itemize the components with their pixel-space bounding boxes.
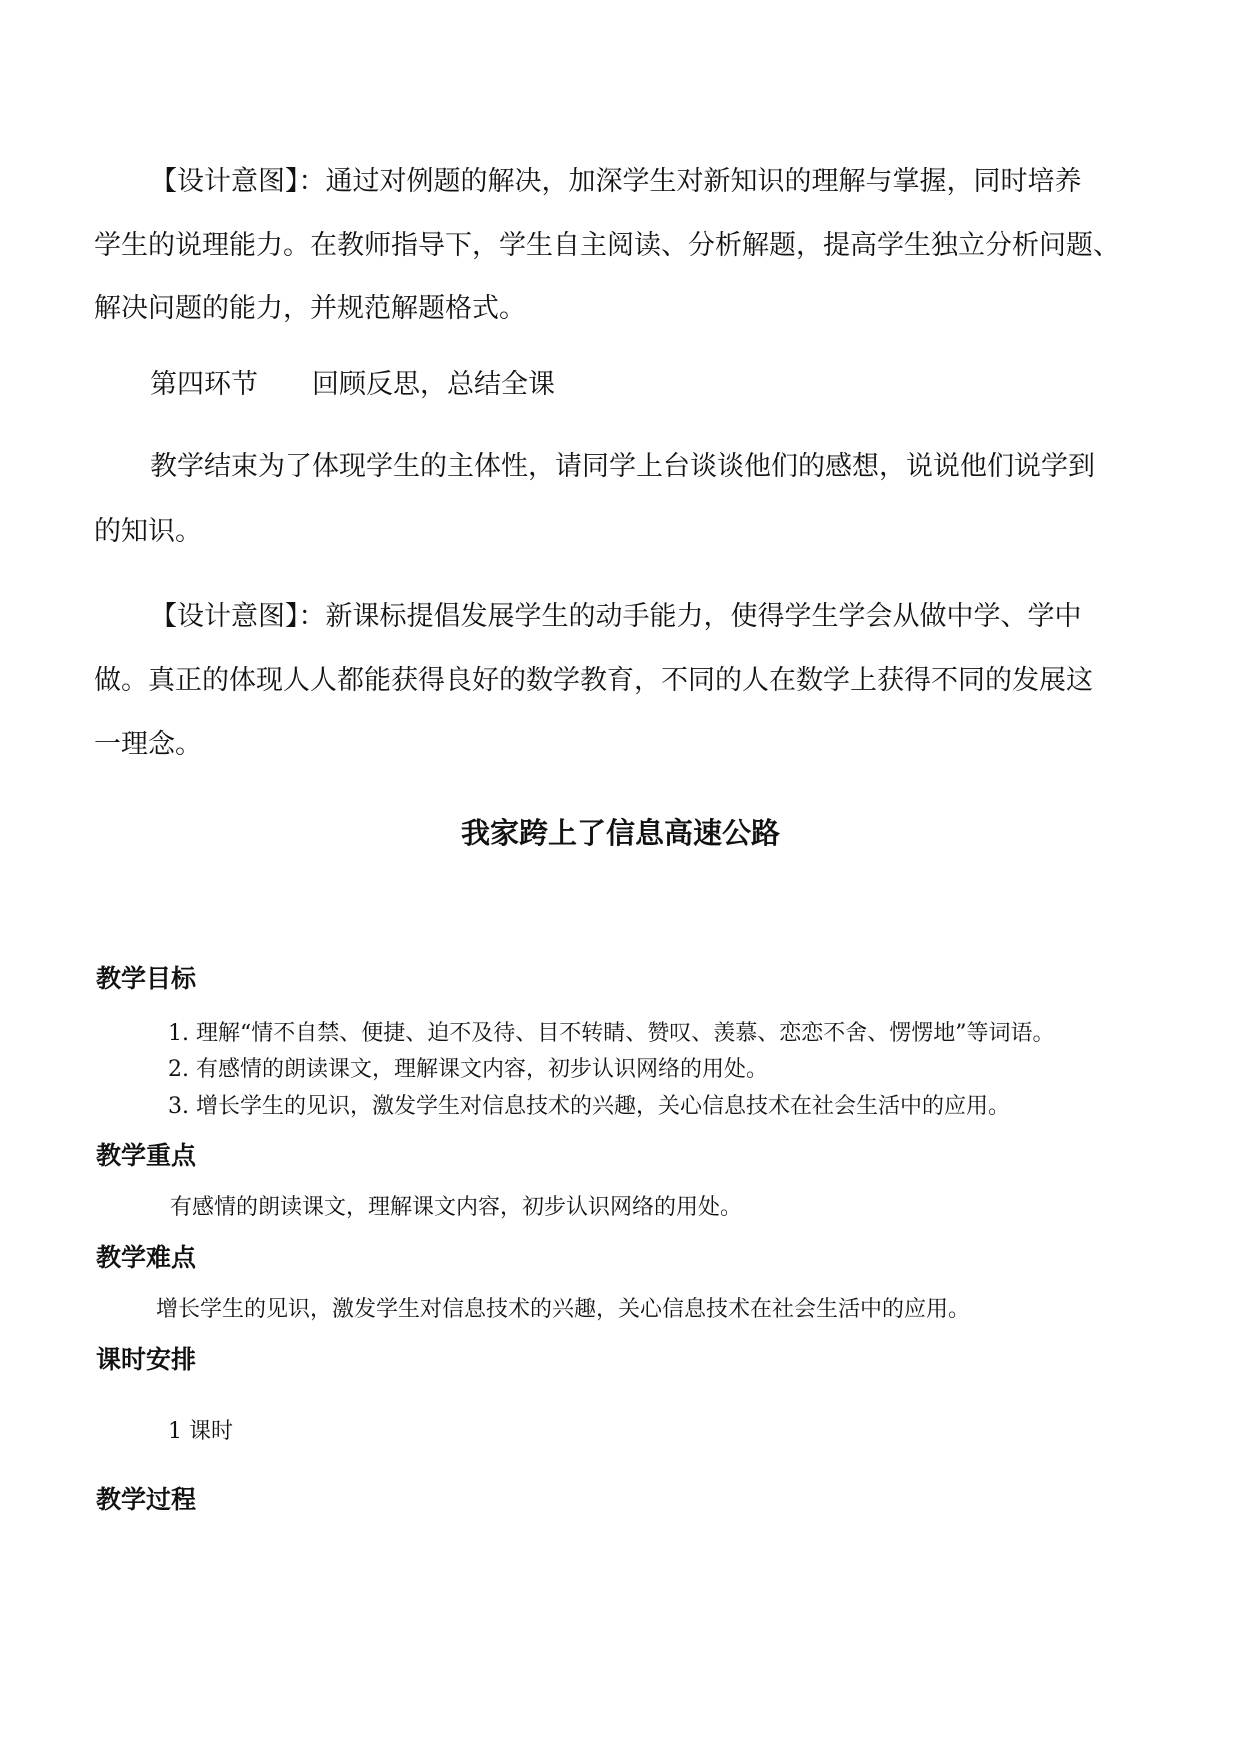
schedule-text: 1 课时 [168,1419,233,1444]
lesson-title: 我家跨上了信息高速公路 [460,816,780,850]
process-heading: 教学过程 [96,1485,197,1514]
schedule-heading: 课时安排 [96,1345,197,1374]
objective-item-1: 1. 理解“情不自禁、便捷、迫不及待、目不转睛、赞叹、羡慕、恋恋不舍、愣愣地”等词语。 [168,1021,1055,1046]
section-four-title: 回顾反思，总结全课 [312,369,555,400]
section-four-label: 第四环节 [150,369,258,400]
objectives-heading: 教学目标 [96,964,197,993]
design-intent-1-line-1: 【设计意图】：通过对例题的解决，加深学生对新知识的理解与掌握，同时培养 [150,166,1082,197]
objective-item-3: 3. 增长学生的见识，激发学生对信息技术的兴趣，关心信息技术在社会生活中的应用。 [168,1094,1010,1119]
design-intent-2-line-1: 【设计意图】：新课标提倡发展学生的动手能力，使得学生学会从做中学、学中 [150,601,1082,632]
difficulties-heading: 教学难点 [96,1243,197,1272]
objective-item-2: 2. 有感情的朗读课文，理解课文内容，初步认识网络的用处。 [168,1057,768,1082]
summary-line-2: 的知识。 [94,516,202,547]
design-intent-2-line-2: 做。真正的体现人人都能获得良好的数学教育，不同的人在数学上获得不同的发展这 [94,665,1093,696]
design-intent-1-line-3: 解决问题的能力，并规范解题格式。 [94,293,526,324]
key-points-heading: 教学重点 [96,1141,197,1170]
difficulties-text: 增长学生的见识，激发学生对信息技术的兴趣，关心信息技术在社会生活中的应用。 [156,1297,971,1322]
design-intent-2-line-3: 一理念。 [94,729,202,760]
summary-line-1: 教学结束为了体现学生的主体性，请同学上台谈谈他们的感想，说说他们说学到 [150,451,1095,482]
design-intent-1-line-2: 学生的说理能力。在教师指导下，学生自主阅读、分析解题，提高学生独立分析问题、 [94,230,1120,261]
key-points-text: 有感情的朗读课文，理解课文内容，初步认识网络的用处。 [170,1195,743,1220]
